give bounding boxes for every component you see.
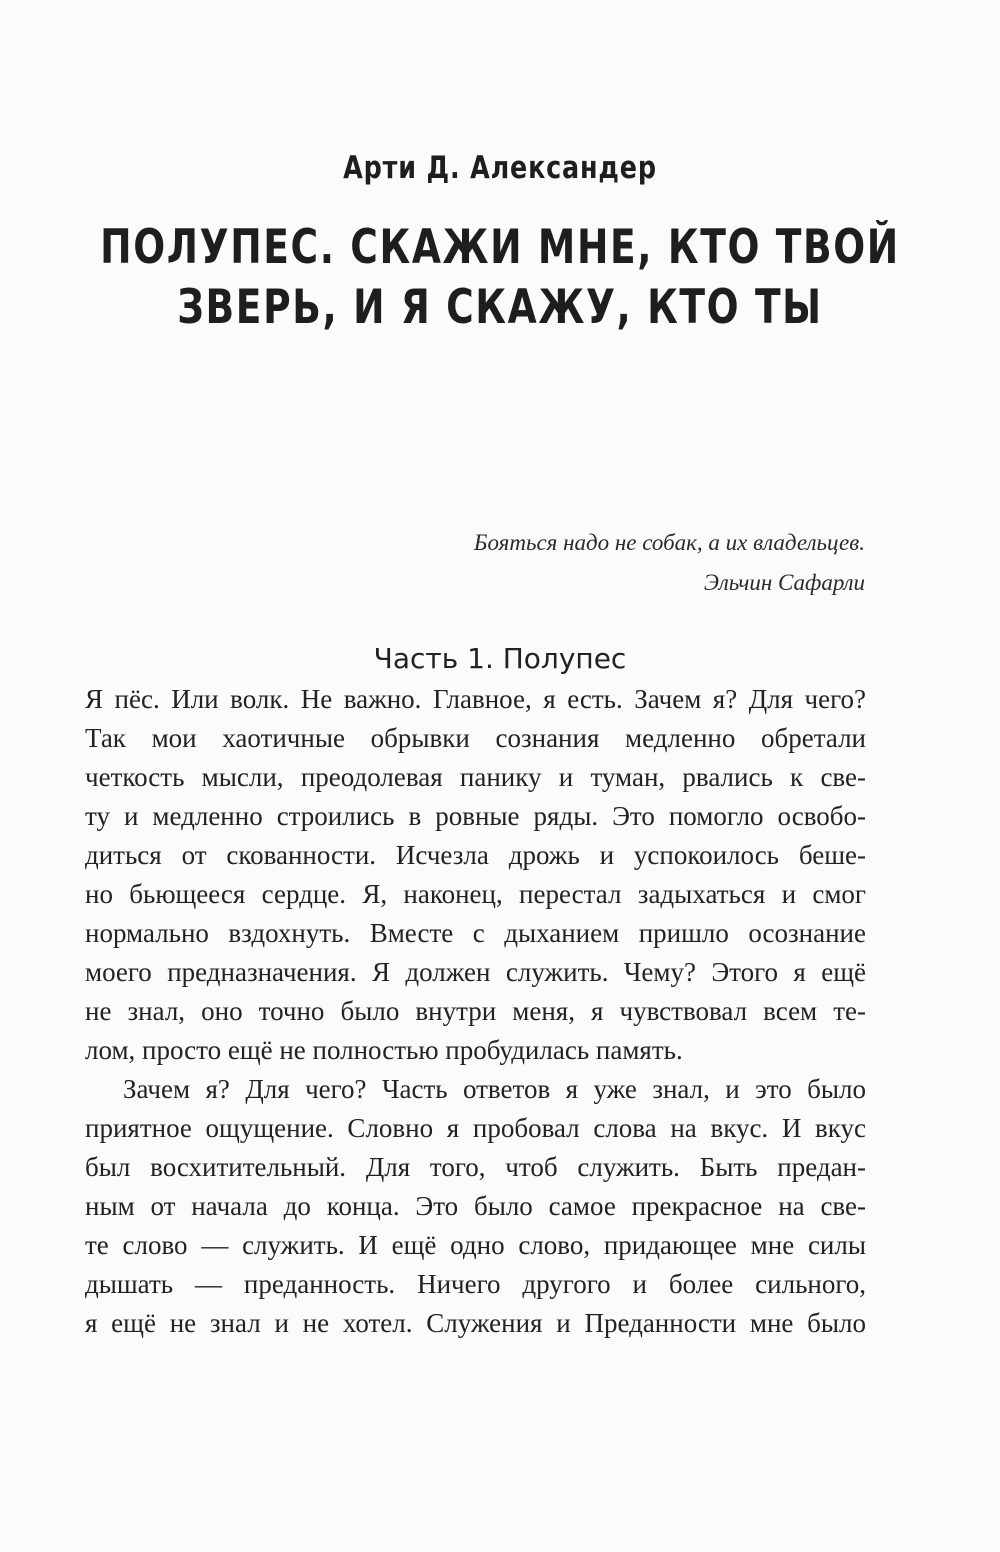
text-line: моего предназначения. Я должен служить. Чему? Этого я ещё	[85, 957, 866, 987]
text-line: Я пёс. Или волк. Не важно. Главное, я есть. Зачем я? Для чего?	[85, 684, 866, 714]
epigraph	[474, 523, 865, 603]
text-line: Зачем я? Для чего? Часть ответов я уже знал, и это было	[123, 1074, 866, 1104]
text-line: лом, просто ещё не полностью пробудилась память.	[85, 1035, 683, 1065]
text-line: не знал, оно точно было внутри меня, я чувствовал всем те-	[85, 996, 866, 1026]
paragraph	[85, 1070, 866, 1343]
text-line: Так мои хаотичные обрывки сознания медленно обретали	[85, 723, 866, 753]
text-line: приятное ощущение. Словно я пробовал слова на вкус. И вкус	[85, 1113, 866, 1143]
text-line: я ещё не знал и не хотел. Служения и Преданности мне было	[85, 1308, 866, 1338]
epigraph-attribution: Эльчин Сафарли	[703, 570, 865, 595]
text-line: те слово — служить. И ещё одно слово, придающее мне силы	[85, 1230, 866, 1260]
text-line: нормально вздохнуть. Вместе с дыханием пришло осознание	[85, 918, 866, 948]
paragraph	[85, 680, 866, 1070]
text-line: ным от начала до конца. Это было самое прекрасное на све-	[85, 1191, 866, 1221]
chapter-heading: Часть 1. Полупес	[373, 642, 627, 675]
text-line: четкость мысли, преодолевая панику и туман, рвались к све-	[85, 762, 866, 792]
text-line: но бьющееся сердце. Я, наконец, перестал задыхаться и смог	[85, 879, 866, 909]
author-name: Арти Д. Александер	[343, 150, 657, 186]
book-title	[0, 218, 1000, 338]
title-line: ЗВЕРЬ, И Я СКАЖУ, КТО ТЫ	[177, 280, 823, 335]
text-line: ту и медленно строились в ровные ряды. Это помогло освобо-	[85, 801, 866, 831]
title-line: ПОЛУПЕС. СКАЖИ МНЕ, КТО ТВОЙ	[100, 220, 900, 275]
epigraph-quote: Бояться надо не собак, а их владельцев.	[473, 530, 865, 555]
body-text	[85, 680, 866, 1343]
text-line: диться от скованности. Исчезла дрожь и успокоилось беше-	[85, 840, 866, 870]
text-line: дышать — преданность. Ничего другого и более сильного,	[85, 1269, 866, 1299]
text-line: был восхитительный. Для того, чтоб служить. Быть предан-	[85, 1152, 866, 1182]
